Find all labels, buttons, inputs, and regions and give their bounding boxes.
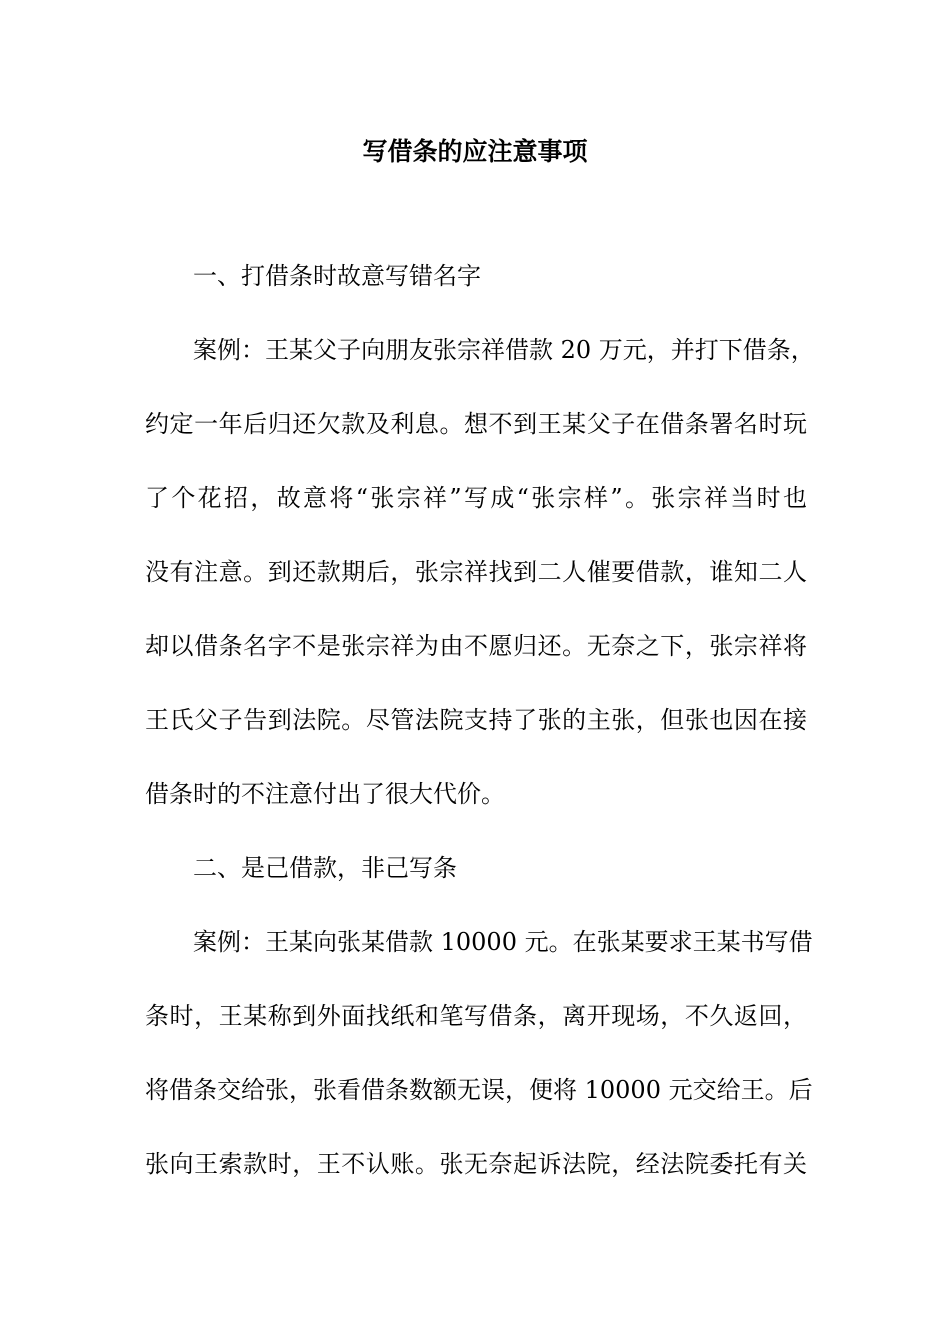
paragraph-line: 借条时的不注意付出了很大代价。 <box>145 780 505 808</box>
document-body <box>145 256 815 1218</box>
paragraph-line: 王氏父子告到法院。尽管法院支持了张的主张，但张也因在接 <box>145 706 807 734</box>
paragraph-line: 条时，王某称到外面找纸和笔写借条，离开现场，不久返回， <box>145 1002 807 1030</box>
document-title: 写借条的应注意事项 <box>362 137 588 166</box>
paragraph-line: 没有注意。到还款期后，张宗祥找到二人催要借款，谁知二人 <box>145 558 807 586</box>
section-heading-1: 一、打借条时故意写错名字 <box>193 262 481 290</box>
paragraph-line: 却以借条名字不是张宗祥为由不愿归还。无奈之下，张宗祥将 <box>145 632 807 660</box>
paragraph-line: 将借条交给张，张看借条数额无误，便将 10000 元交给王。后 <box>145 1076 813 1104</box>
paragraph-line: 约定一年后归还欠款及利息。想不到王某父子在借条署名时玩 <box>145 410 807 438</box>
paragraph-line: 案例：王某向张某借款 10000 元。在张某要求王某书写借 <box>193 928 813 956</box>
paragraph-line: 张向王索款时，王不认账。张无奈起诉法院，经法院委托有关 <box>145 1150 807 1178</box>
paragraph-line: 案例：王某父子向朋友张宗祥借款 20 万元，并打下借条， <box>193 336 815 364</box>
section-heading-2: 二、是己借款，非己写条 <box>193 854 457 882</box>
paragraph-line: 了个花招，故意将“张宗祥”写成“张宗样”。张宗祥当时也 <box>145 484 807 512</box>
